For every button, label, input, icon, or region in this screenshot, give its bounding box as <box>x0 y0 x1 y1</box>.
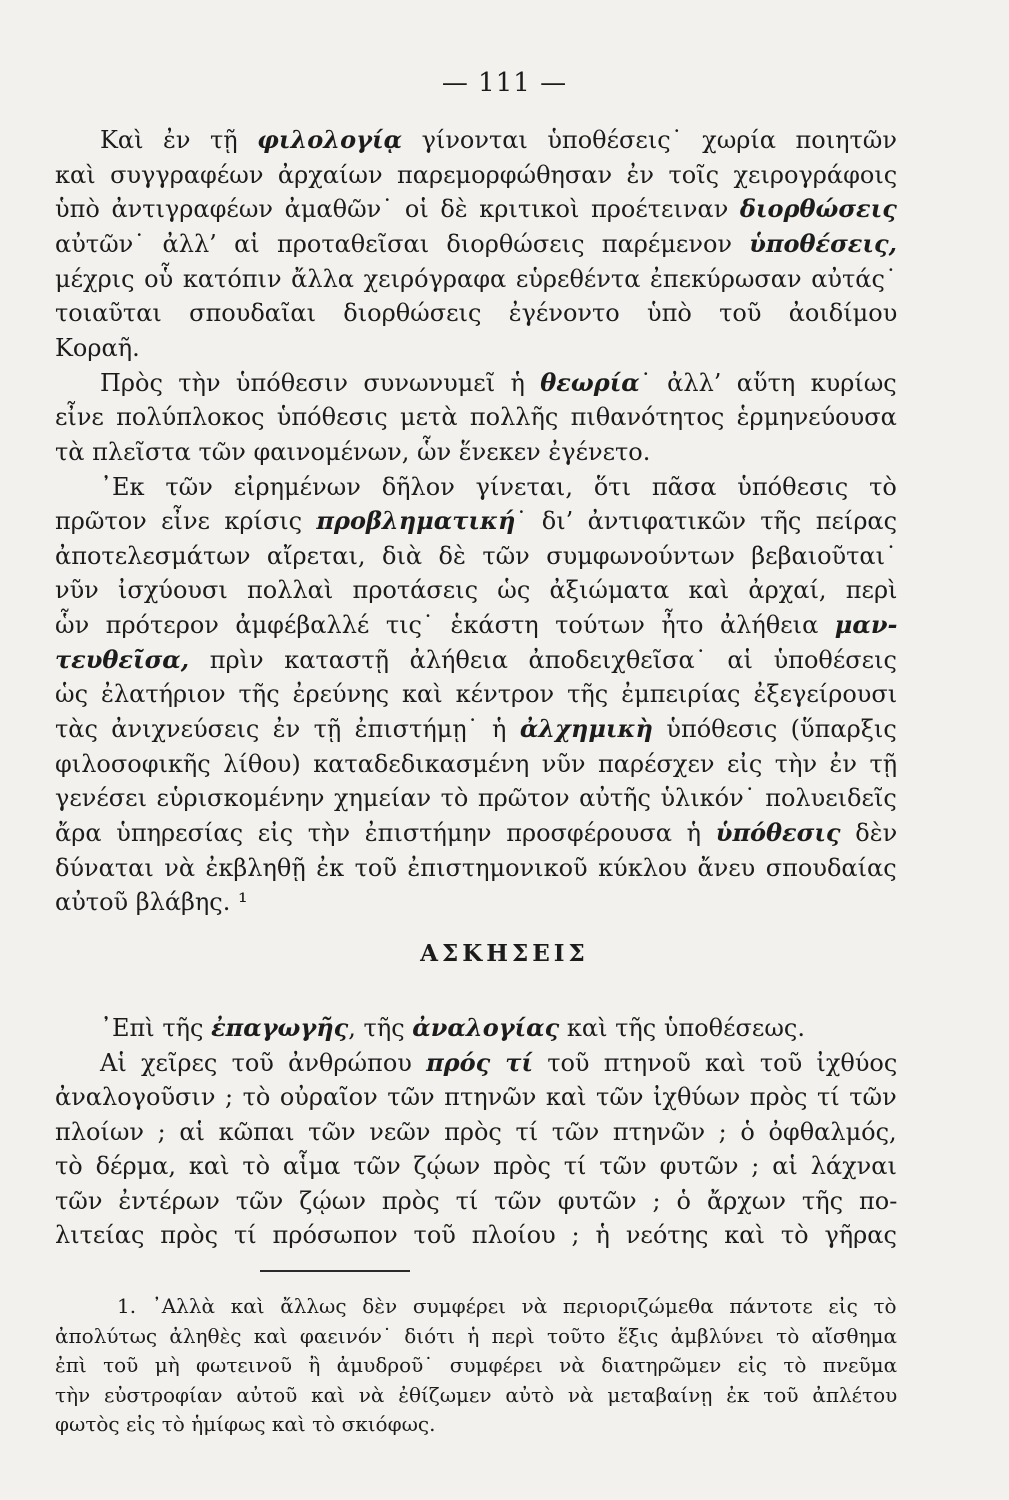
text-run: τοιαῦται σπουδαῖαι διορθώσεις ἐγένοντο ὑπὸ τοῦ ἀοιδίμου <box>55 299 898 328</box>
text-run: ὡς ἐλατήριον τῆς ἐρεύνης καὶ κέντρον τῆς ἐμπειρίας ἐξεγείρουσι <box>55 680 898 709</box>
exercise-line <box>55 1082 897 1112</box>
text-run: ὑπόθεσις (ὕπαρξις <box>652 715 897 744</box>
exercise-line <box>55 1186 897 1216</box>
exercise-line <box>100 1013 805 1043</box>
footnote-line <box>117 1293 897 1319</box>
text-run: γίνονται ὑποθέσεις˙ χωρία ποιητῶν <box>402 126 897 154</box>
text-line <box>55 402 897 432</box>
exercise-line <box>55 1220 897 1250</box>
text-line <box>55 645 897 675</box>
text-run: αὐτῶν˙ ἀλλ’ αἱ προταθεῖσαι διορθώσεις παρέμενον <box>55 229 750 258</box>
footnote-line <box>55 1352 897 1378</box>
emphasis-term: ἀλχημικὴ <box>519 714 653 744</box>
text-line <box>55 298 897 328</box>
text-run: ἀναλογοῦσιν ; τὸ οὐραῖον τῶν πτηνῶν καὶ τῶν ἰχθύων πρὸς τί τῶν <box>55 1083 897 1111</box>
exercise-line <box>55 1117 897 1147</box>
text-run: τὸ δέρμα, καὶ τὸ αἷμα τῶν ζῴων πρὸς τί τῶν φυτῶν ; αἱ λάχναι <box>55 1152 897 1180</box>
text-run: Καὶ ἐν τῇ <box>100 126 258 154</box>
text-run: καὶ τῆς ὑποθέσεως. <box>559 1014 806 1042</box>
text-run: ˙ ἀλλ’ αὕτη κυρίως <box>639 368 897 397</box>
text-line <box>55 853 897 883</box>
text-line <box>55 679 897 709</box>
emphasis-term: ἀναλογίας <box>412 1013 560 1042</box>
text-run: ἀπολύτως ἀληθὲς καὶ φαεινόν˙ διότι ἡ περὶ τοῦτο ἕξις ἀμβλύνει τὸ αἴσθημα <box>55 1323 898 1348</box>
text-run: , τῆς <box>348 1014 413 1042</box>
text-line <box>100 472 897 502</box>
text-run: πρῶτον εἶνε κρίσις <box>55 507 317 536</box>
emphasis-term: πρός τί <box>426 1047 533 1077</box>
text-run: πλοίων ; αἱ κῶπαι τῶν νεῶν πρὸς τί τῶν πτηνῶν ; ὁ ὀφθαλμός, <box>55 1117 897 1146</box>
text-line <box>55 818 897 848</box>
emphasis-term: θεωρία <box>540 367 640 397</box>
exercise-line <box>55 1151 897 1181</box>
text-run: Αἱ χεῖρες τοῦ ἀνθρώπου <box>100 1048 427 1077</box>
text-line <box>55 194 897 224</box>
text-line <box>55 575 897 605</box>
text-line <box>100 125 897 155</box>
text-line <box>55 714 897 744</box>
text-run: ἀποτελεσμάτων αἴρεται, διὰ δὲ τῶν συμφωνούντων βεβαιοῦται˙ <box>55 541 898 570</box>
text-run: καὶ συγγραφέων ἀρχαίων παρεμορφώθησαν ἐν τοῖς χειρογράφοις <box>55 160 898 189</box>
text-run: γενέσει εὑρισκομένην χημείαν τὸ πρῶτον αὐτῆς ὑλικόν˙ πολυειδεῖς <box>55 784 897 813</box>
text-run: ὑπὸ ἀντιγραφέων ἀμαθῶν˙ οἱ δὲ κριτικοὶ προέτειναν <box>55 195 740 224</box>
text-run: τοῦ πτηνοῦ καὶ τοῦ ἰχθύος <box>532 1048 898 1077</box>
footnote-line <box>55 1411 435 1437</box>
emphasis-term: ὑπόθεσις <box>715 818 841 847</box>
emphasis-term: διορθώσεις <box>739 194 897 224</box>
text-line <box>55 229 897 259</box>
text-line <box>55 541 897 571</box>
emphasis-term: μαν- <box>834 610 898 640</box>
emphasis-term: φιλολογίᾳ <box>257 125 403 154</box>
emphasis-term: ἐπαγωγῆς <box>211 1013 349 1042</box>
text-line <box>100 368 897 398</box>
text-run: μέχρις οὗ κατόπιν ἄλλα χειρόγραφα εὑρεθέντα ἐπεκύρωσαν αὐτάς˙ <box>55 264 897 293</box>
text-line <box>55 264 897 294</box>
text-run: 1. ᾿Αλλὰ καὶ ἄλλως δὲν συμφέρει νὰ περιοριζώμεθα πάντοτε εἰς τὸ <box>117 1294 897 1318</box>
section-heading: ΑΣΚΗΣΕΙΣ <box>420 940 589 967</box>
text-run: Κοραῆ. <box>55 333 140 362</box>
text-line <box>55 610 897 640</box>
exercise-line <box>100 1048 897 1078</box>
text-run: ᾿Εκ τῶν εἰρημένων δῆλον γίνεται, ὅτι πᾶσα ὑπόθεσις τὸ <box>100 472 897 501</box>
text-run: Πρὸς τὴν ὑπόθεσιν συνωνυμεῖ ἡ <box>100 368 541 397</box>
text-line <box>55 887 248 917</box>
text-line <box>55 333 140 363</box>
text-run: δὲν <box>840 819 898 847</box>
text-run: εἶνε πολύπλοκος ὑπόθεσις μετὰ πολλῆς πιθανότητος ἑρμηνεύουσα <box>55 403 897 432</box>
text-run: λιτείας πρὸς τί πρόσωπον τοῦ πλοίου ; ἡ νεότης καὶ τὸ γῆρας <box>55 1221 897 1249</box>
text-run: αὐτοῦ βλάβης. ¹ <box>55 888 248 917</box>
text-run: τὰ πλεῖστα τῶν φαινομένων, ὧν ἕνεκεν ἐγένετο. <box>55 437 651 466</box>
text-run: τῶν ἐντέρων τῶν ζῴων πρὸς τί τῶν φυτῶν ; ὁ ἄρχων τῆς πο- <box>55 1186 898 1215</box>
text-line <box>55 160 897 190</box>
text-run: τὰς ἀνιχνεύσεις ἐν τῇ ἐπιστήμῃ˙ ἡ <box>55 715 520 744</box>
page-number: — 111 — <box>441 68 568 98</box>
text-run: φωτὸς εἰς τὸ ἡμίφως καὶ τὸ σκιόφως. <box>55 1412 436 1436</box>
text-line <box>55 783 897 813</box>
emphasis-term: προβληματική <box>316 506 516 536</box>
text-run: ᾿Επὶ τῆς <box>100 1014 212 1042</box>
text-line <box>55 749 897 779</box>
text-run: πρὶν καταστῇ ἀλήθεια ἀποδειχθεῖσα˙ αἱ ὑποθέσεις <box>189 645 897 674</box>
text-run: νῦν ἰσχύουσι πολλαὶ προτάσεις ὡς ἀξιώματα καὶ ἀρχαί, περὶ <box>55 576 898 605</box>
footnote-rule <box>260 1270 410 1272</box>
text-run: δύναται νὰ ἐκβληθῇ ἐκ τοῦ ἐπιστημονικοῦ κύκλου ἄνευ σπουδαίας <box>55 853 897 882</box>
text-run: τὴν εὐστροφίαν αὐτοῦ καὶ νὰ ἐθίζωμεν αὐτὸ νὰ μεταβαίνῃ ἐκ τοῦ ἀπλέτου <box>55 1382 898 1407</box>
footnote-line <box>55 1323 897 1349</box>
text-run: ἐπὶ τοῦ μὴ φωτεινοῦ ἢ ἀμυδροῦ˙ συμφέρει νὰ διατηρῶμεν εἰς τὸ πνεῦμα <box>55 1353 898 1377</box>
text-line <box>55 506 897 536</box>
text-run: φιλοσοφικῆς λίθου) καταδεδικασμένη νῦν παρέσχεν εἰς τὴν ἐν τῇ <box>55 749 898 778</box>
footnote-line <box>55 1382 897 1408</box>
emphasis-term: τευθεῖσα, <box>55 644 190 674</box>
emphasis-term: ὑποθέσεις, <box>749 228 897 258</box>
text-line <box>55 437 650 467</box>
text-run: ἄρα ὑπηρεσίας εἰς τὴν ἐπιστήμην προσφέρουσα ἡ <box>55 819 716 847</box>
text-run: ὧν πρότερον ἀμφέβαλλέ τις˙ ἑκάστη τούτων ἦτο ἀλήθεια <box>55 611 835 640</box>
text-run: ˙ δι’ ἀντιφατικῶν τῆς πείρας <box>515 507 898 536</box>
